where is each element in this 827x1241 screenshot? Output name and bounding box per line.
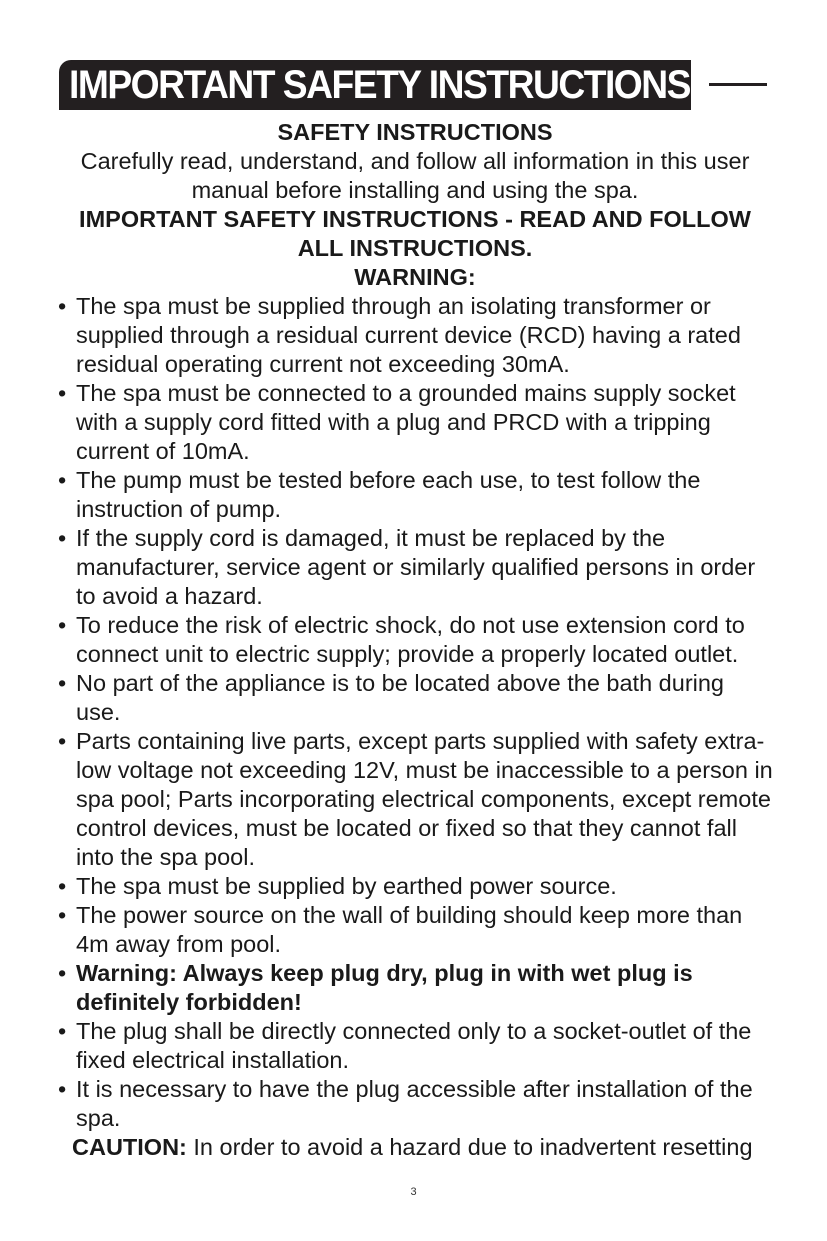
warning-list xyxy=(56,292,774,1133)
bullet-icon: • xyxy=(58,293,67,319)
bullet-icon: • xyxy=(58,1076,67,1102)
caution-label: CAUTION: xyxy=(72,1134,187,1160)
list-item xyxy=(56,611,774,669)
list-item xyxy=(56,901,774,959)
bullet-icon: • xyxy=(58,902,67,928)
bullet-icon: • xyxy=(58,525,67,551)
list-item-text: The pump must be tested before each use, to test follow the instruction of pump. xyxy=(76,467,701,522)
intro-paragraph: Carefully read, understand, and follow all information in this user manual before installing and using the spa. xyxy=(80,148,750,203)
list-item xyxy=(56,292,774,379)
caution-line xyxy=(56,1133,774,1162)
list-item xyxy=(56,959,774,1017)
instructions-body xyxy=(56,118,774,1162)
list-item-text: Parts containing live parts, except parts supplied with safety extra-low voltage not exceeding 12V, must be inaccessible to a person in spa pool; Parts incorporating electrical components, except remote control devices, must be located or fixed so that they cannot fall into the spa pool. xyxy=(76,728,773,870)
bullet-icon: • xyxy=(58,1018,67,1044)
section-heading: SAFETY INSTRUCTIONS xyxy=(277,119,553,145)
list-item xyxy=(56,1017,774,1075)
header-rule xyxy=(709,83,767,86)
list-item xyxy=(56,872,774,901)
list-item xyxy=(56,727,774,872)
bullet-icon: • xyxy=(58,728,67,754)
list-item xyxy=(56,466,774,524)
bullet-icon: • xyxy=(58,873,67,899)
list-item-text: The power source on the wall of building should keep more than 4m away from pool. xyxy=(76,902,743,957)
bullet-icon: • xyxy=(58,670,67,696)
list-item xyxy=(56,1075,774,1133)
bullet-icon: • xyxy=(58,467,67,493)
list-item-text: No part of the appliance is to be located above the bath during use. xyxy=(76,670,725,725)
list-item-text: The plug shall be directly connected only to a socket-outlet of the fixed electrical installation. xyxy=(76,1018,752,1073)
caution-text: In order to avoid a hazard due to inadvertent resetting xyxy=(186,1134,753,1160)
page-title: IMPORTANT SAFETY INSTRUCTIONS xyxy=(69,63,690,107)
list-item-text: The spa must be supplied by earthed power source. xyxy=(76,873,617,899)
list-item-text: To reduce the risk of electric shock, do not use extension cord to connect unit to electric supply; provide a properly located outlet. xyxy=(76,612,745,667)
header-banner xyxy=(59,60,691,110)
list-item xyxy=(56,669,774,727)
important-notice: IMPORTANT SAFETY INSTRUCTIONS - READ AND FOLLOW ALL INSTRUCTIONS. xyxy=(79,206,751,261)
warning-heading: WARNING: xyxy=(354,264,476,290)
page-number: 3 xyxy=(410,1186,417,1198)
list-item-text: The spa must be connected to a grounded mains supply socket with a supply cord fitted with a plug and PRCD with a tripping current of 10mA. xyxy=(76,380,736,464)
list-item-text: The spa must be supplied through an isolating transformer or supplied through a residual current device (RCD) having a rated residual operating current not exceeding 30mA. xyxy=(76,293,741,377)
bullet-icon: • xyxy=(58,612,67,638)
list-item-text: It is necessary to have the plug accessible after installation of the spa. xyxy=(76,1076,753,1131)
list-item-text: If the supply cord is damaged, it must be replaced by the manufacturer, service agent or similarly qualified persons in order to avoid a hazard. xyxy=(76,525,756,609)
list-item xyxy=(56,524,774,611)
bullet-icon: • xyxy=(58,960,67,986)
list-item xyxy=(56,379,774,466)
bullet-icon: • xyxy=(58,380,67,406)
list-item-text: Warning: Always keep plug dry, plug in with wet plug is definitely forbidden! xyxy=(76,960,693,1015)
